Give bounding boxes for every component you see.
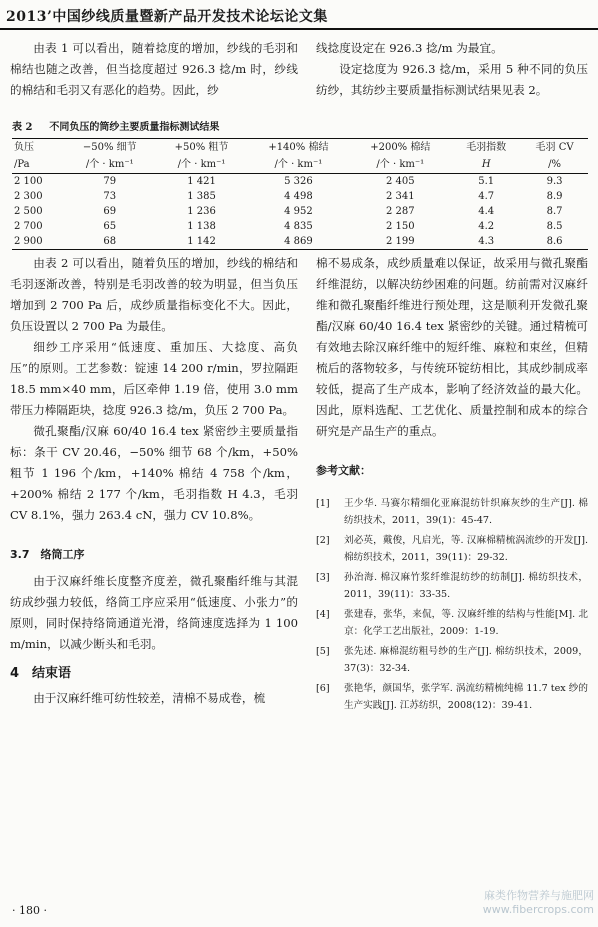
header-cell: −50% 细节 (64, 139, 156, 157)
table-row (12, 234, 588, 250)
references-heading: 参考文献： (316, 464, 371, 477)
table-number: 表 2 (12, 122, 33, 133)
table-cell: 4 869 (247, 234, 349, 250)
site-watermark (483, 889, 594, 917)
unit-cell: /Pa (12, 156, 64, 174)
watermark-site-name: 麻类作物营养与施肥网 (484, 889, 594, 902)
reference-number: [4] (316, 609, 330, 620)
paragraph: 线捻度设定在 926.3 捻/m 为最宜。 (316, 41, 503, 55)
top-left-column (10, 38, 298, 101)
reference-number: [6] (316, 683, 330, 694)
paragraph: 由于汉麻纤维可纺性较差，清棉不易成卷，梳 (33, 691, 266, 705)
table-cell: 4.2 (478, 221, 495, 232)
paragraph: 微孔聚酯/汉麻 60/40 16.4 tex 紧密纱主要质量指标：条干 CV 20.46，−50% 细节 68 个/km，+50% 粗节 1 196 个/km，+140% 棉结 4 758 个/km，+200% 棉结 2 177 个/km，毛羽指数 H 4.3，毛羽 CV 8.1%，强力 263.4 cN，强力 CV 10.8%。 (10, 424, 298, 522)
reference-list (316, 495, 588, 714)
table-cell: 1 236 (187, 206, 216, 217)
paragraph: 由表 1 可以看出，随着捻度的增加，纱线的毛羽和棉结也随之改善，但当捻度超过 926.3 捻/m 时，纱线的棉结和毛羽又有恶化的趋势。因此，纱 (10, 41, 298, 97)
header-rule (0, 28, 598, 30)
table-cell: 2 100 (14, 176, 43, 187)
table-cell: 4 835 (284, 221, 313, 232)
table-cell: 69 (103, 206, 117, 217)
reference-text: 孙治海. 棉汉麻竹浆纤维混纺纱的纺制[J]. 棉纺织技术，2011，39(11)：33-35. (344, 572, 588, 600)
reference-item (316, 643, 588, 677)
top-right-column (316, 38, 588, 101)
header-cell: 毛羽指数 (451, 139, 521, 157)
table-cell: 2 500 (14, 206, 43, 217)
header-cell: 毛羽 CV (521, 139, 588, 157)
table-cell: 2 700 (14, 221, 43, 232)
page-number: · 180 · (12, 904, 47, 917)
table-cell: 5.1 (478, 176, 495, 187)
header-cell: 负压 (12, 139, 64, 157)
quality-table (12, 138, 588, 250)
reference-text: 王少华. 马赛尔精细化亚麻混纺针织麻灰纱的生产[J]. 棉纺织技术，2011，39(1)：45-47. (344, 498, 588, 526)
table-cell: 2 287 (385, 206, 415, 217)
reference-text: 张建春，张华，来侃，等. 汉麻纤维的结构与性能[M]. 北京：化学工艺出版社，2009：1-19. (344, 609, 588, 637)
reference-item (316, 532, 588, 566)
table-row (12, 219, 588, 234)
table-cell: 1 142 (156, 234, 248, 250)
section-heading: 4 结束语 (10, 666, 72, 681)
reference-item (316, 495, 588, 529)
running-header (0, 0, 598, 30)
table-cell: 8.5 (546, 221, 563, 232)
header-cell: +50% 粗节 (156, 139, 248, 157)
table-cell: 68 (64, 234, 156, 250)
table-2 (12, 118, 588, 250)
table-caption-text: 不同负压的筒纱主要质量指标测试结果 (49, 122, 220, 133)
table-cell: 73 (103, 191, 117, 202)
table-header-row (12, 139, 588, 157)
table-cell: 4.4 (478, 206, 495, 217)
reference-number: [5] (316, 646, 330, 657)
reference-number: [2] (316, 535, 330, 546)
lower-left-column (10, 253, 298, 709)
table-unit-row (12, 156, 588, 174)
table-row (12, 189, 588, 204)
table-caption (12, 118, 588, 133)
table-cell: 2 300 (14, 191, 43, 202)
paragraph: 由于汉麻纤维长度整齐度差，微孔聚酯纤维与其混纺成纱强力较低，络筒工序应采用“低速度、小张力”的原则，同时保持络筒通道光滑，络筒速度选择为 1 100 m/min，以减少断头和毛羽。 (10, 574, 298, 651)
watermark-url: www.fibercrops.com (482, 903, 594, 916)
journal-title: 2013’中国纱线质量暨新产品开发技术论坛论文集 (6, 9, 328, 25)
reference-text: 刘必英，戴俊，凡启光，等. 汉麻棉精梳涡流纱的开发[J]. 棉纺织技术，2011，39(11)：29-32. (344, 535, 588, 563)
reference-number: [3] (316, 572, 330, 583)
table-cell: 4 952 (284, 206, 313, 217)
table-cell: 65 (103, 221, 117, 232)
reference-number: [1] (316, 498, 330, 509)
reference-item (316, 569, 588, 603)
unit-cell: /个 · km⁻¹ (349, 156, 451, 174)
paragraph: 设定捻度为 926.3 捻/m，采用 5 种不同的负压纺纱，其纺纱主要质量指标测试结果见表 2。 (316, 62, 588, 97)
table-cell: 79 (103, 176, 117, 187)
table-cell: 4.3 (451, 234, 521, 250)
table-cell: 4.7 (478, 191, 495, 202)
unit-cell: H (451, 156, 521, 174)
reference-text: 张先述. 麻棉混纺粗号纱的生产[J]. 棉纺织技术，2009，37(3)：32-34. (344, 646, 588, 674)
table-cell: 2 150 (385, 221, 415, 232)
lower-right-column (316, 253, 588, 717)
unit-cell: /个 · km⁻¹ (64, 156, 156, 174)
unit-cell: /个 · km⁻¹ (247, 156, 349, 174)
unit-cell: /个 · km⁻¹ (156, 156, 248, 174)
header-cell: +140% 棉结 (247, 139, 349, 157)
table-cell: 2 341 (385, 191, 415, 202)
paragraph: 细纱工序采用“低速度、重加压、大捻度、高负压”的原则。工艺参数：锭速 14 200 r/min，罗拉隔距 18.5 mm×40 mm，后区牵伸 1.19 倍，使用 3.0 mm 带压力棒隔距块，捻度 926.3 捻/m，负压 2 700 Pa。 (10, 340, 298, 417)
table-cell: 8.9 (546, 191, 563, 202)
unit-cell: /% (521, 156, 588, 174)
table-cell: 1 385 (187, 191, 216, 202)
paragraph: 棉不易成条，成纱质量难以保证，故采用与微孔聚酯纤维混纺，以解决纺纱困难的问题。纺前需对汉麻纤维和微孔聚酯纤维进行预处理，这是顺利开发微孔聚酯/汉麻 60/40 16.4 tex 紧密纱的关键。通过精梳可有效地去除汉麻纤维中的短纤维、麻粒和束丝，但精梳后的落物较多，与传统环锭纺相比，其成纱制成率较低，提高了生产成本，影响了经济效益的最大化。因此，原料选配、工艺优化、质量控制和成本的综合研究是产品生产的重点。 (316, 256, 588, 438)
table-cell: 1 138 (187, 221, 216, 232)
table-cell: 2 199 (349, 234, 451, 250)
paragraph: 由表 2 可以看出，随着负压的增加，纱线的棉结和毛羽逐渐改善，特别是毛羽改善的较为明显，但当负压增加到 2 700 Pa 后，成纱质量指标变化不大。因此，负压设置以 2 700 Pa 为最佳。 (10, 256, 298, 333)
table-cell: 9.3 (546, 176, 563, 187)
header-cell: +200% 棉结 (349, 139, 451, 157)
table-cell: 4 498 (284, 191, 313, 202)
reference-item (316, 606, 588, 640)
table-cell: 5 326 (284, 176, 313, 187)
table-cell: 1 421 (187, 176, 216, 187)
table-row (12, 204, 588, 219)
section-heading: 3.7 络筒工序 (10, 548, 85, 561)
table-cell: 2 900 (12, 234, 64, 250)
table-row (12, 174, 588, 190)
reference-item (316, 680, 588, 714)
table-cell: 8.6 (521, 234, 588, 250)
table-cell: 8.7 (546, 206, 563, 217)
reference-text: 张艳华，颜国华，张学军. 涡流纺精梳纯棉 11.7 tex 纱的生产实践[J]. 江苏纺织，2008(12)：39-41. (344, 683, 588, 711)
table-cell: 2 405 (385, 176, 415, 187)
